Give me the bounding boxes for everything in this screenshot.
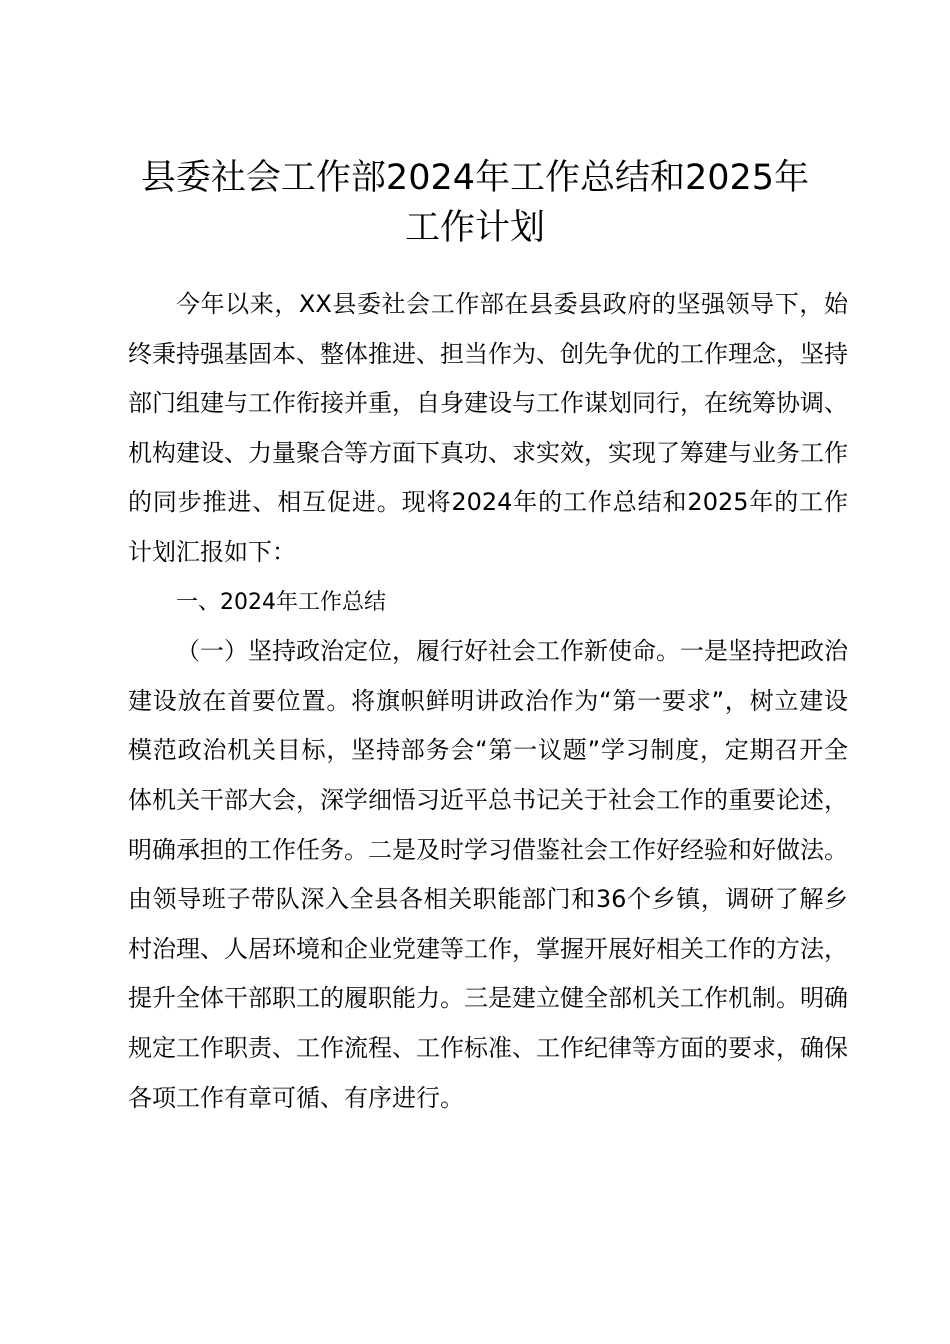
section-heading: 一、2024年工作总结 xyxy=(176,589,386,615)
intro-paragraph: 今年以来，XX县委社会工作部在县委县政府的坚强领导下，始终秉持强基固本、整体推进、担当作为、创先争优的工作理念，坚持部门组建与工作衔接并重，自身建设与工作谋划同行，在统筹协调、机构建设、力量聚合等方面下真功、求实效，实现了筹建与业务工作的同步推进、相互促进。现将2024年的工作总结和2025年的工作计划汇报如下： xyxy=(128,290,848,566)
document-body xyxy=(128,280,848,1123)
document-title-line-1: 县委社会工作部2024年工作总结和2025年 xyxy=(140,158,810,198)
document-title-line-2: 工作计划 xyxy=(404,208,545,248)
section-paragraph: （一）坚持政治定位，履行好社会工作新使命。一是坚持把政治建设放在首要位置。将旗帜鲜明讲政治作为“第一要求”，树立建设模范政治机关目标，坚持部务会“第一议题”学习制度，定期召开全体机关干部大会，深学细悟习近平总书记关于社会工作的重要论述，明确承担的工作任务。二是及时学习借鉴社会工作好经验和好做法。由领导班子带队深入全县各相关职能部门和36个乡镇，调研了解乡村治理、人居环境和企业党建等工作，掌握开展好相关工作的方法，提升全体干部职工的履职能力。三是建立健全部机关工作机制。明确规定工作职责、工作流程、工作标准、工作纪律等方面的要求，确保各项工作有章可循、有序进行。 xyxy=(128,637,848,1112)
